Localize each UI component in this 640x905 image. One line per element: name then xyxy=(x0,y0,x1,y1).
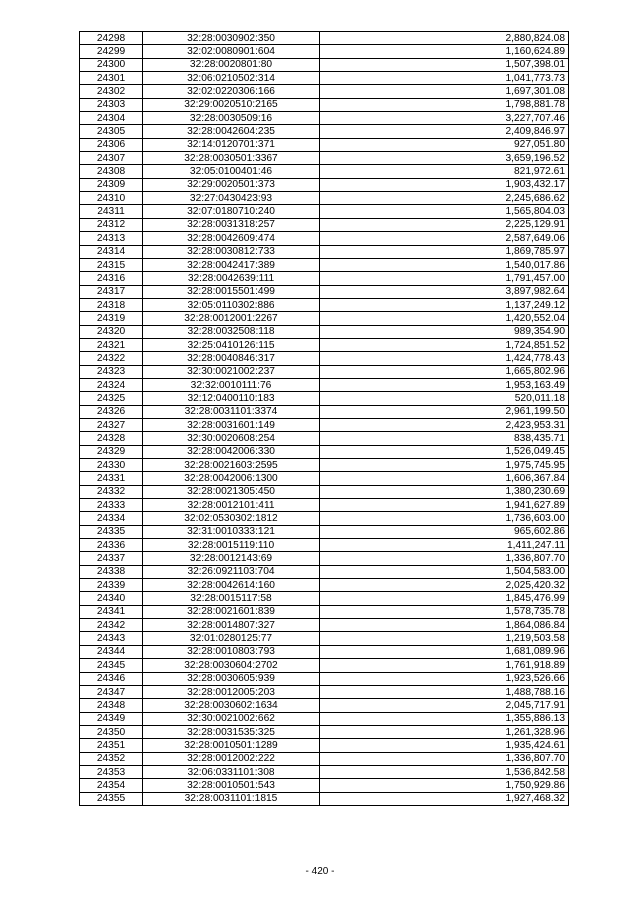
amount-cell: 2,409,846.97 xyxy=(320,125,569,138)
page-number: - 420 - xyxy=(305,866,335,877)
amount-cell: 520,011.18 xyxy=(320,392,569,405)
cadastral-number-cell: 32:02:0220306:166 xyxy=(143,85,320,98)
row-number-cell: 24354 xyxy=(80,779,143,792)
cadastral-number-cell: 32:28:0031101:1815 xyxy=(143,792,320,805)
table-row xyxy=(80,245,569,258)
table-row xyxy=(80,565,569,578)
table-row xyxy=(80,485,569,498)
cadastral-number-cell: 32:28:0021305:450 xyxy=(143,485,320,498)
table-row xyxy=(80,779,569,792)
table-row xyxy=(80,712,569,725)
amount-cell: 1,420,552.04 xyxy=(320,312,569,325)
row-number-cell: 24300 xyxy=(80,58,143,71)
cadastral-number-cell: 32:31:0010333:121 xyxy=(143,525,320,538)
cadastral-number-cell: 32:27:0430423:93 xyxy=(143,192,320,205)
amount-cell: 1,536,842.58 xyxy=(320,765,569,778)
cadastral-number-cell: 32:28:0012005:203 xyxy=(143,685,320,698)
amount-cell: 1,507,398.01 xyxy=(320,58,569,71)
table-row xyxy=(80,499,569,512)
amount-cell: 1,903,432.17 xyxy=(320,178,569,191)
table-row xyxy=(80,378,569,391)
table-row xyxy=(80,312,569,325)
row-number-cell: 24304 xyxy=(80,112,143,125)
table-row xyxy=(80,579,569,592)
cadastral-number-cell: 32:06:0331101:308 xyxy=(143,765,320,778)
table-row xyxy=(80,218,569,231)
amount-cell: 1,504,583.00 xyxy=(320,565,569,578)
cadastral-number-cell: 32:28:0020801:80 xyxy=(143,58,320,71)
table-row xyxy=(80,112,569,125)
amount-cell: 1,923,526.66 xyxy=(320,672,569,685)
amount-cell: 1,697,301.08 xyxy=(320,85,569,98)
row-number-cell: 24306 xyxy=(80,138,143,151)
table-row xyxy=(80,32,569,45)
cadastral-number-cell: 32:29:0020510:2165 xyxy=(143,98,320,111)
cadastral-number-cell: 32:28:0015119:110 xyxy=(143,539,320,552)
row-number-cell: 24322 xyxy=(80,352,143,365)
amount-cell: 965,602.86 xyxy=(320,525,569,538)
cadastral-number-cell: 32:02:0530302:1812 xyxy=(143,512,320,525)
table-row xyxy=(80,459,569,472)
table-row xyxy=(80,725,569,738)
row-number-cell: 24350 xyxy=(80,725,143,738)
amount-cell: 1,261,328.96 xyxy=(320,725,569,738)
cadastral-number-cell: 32:25:0410126:115 xyxy=(143,338,320,351)
row-number-cell: 24347 xyxy=(80,685,143,698)
cadastral-number-cell: 32:28:0012002:222 xyxy=(143,752,320,765)
cadastral-number-cell: 32:28:0030509:16 xyxy=(143,112,320,125)
amount-cell: 1,724,851.52 xyxy=(320,338,569,351)
data-table xyxy=(79,31,569,806)
amount-cell: 1,565,804.03 xyxy=(320,205,569,218)
table-row xyxy=(80,338,569,351)
cadastral-number-cell: 32:05:0110302:886 xyxy=(143,298,320,311)
cadastral-number-cell: 32:30:0020608:254 xyxy=(143,432,320,445)
cadastral-number-cell: 32:28:0012001:2267 xyxy=(143,312,320,325)
row-number-cell: 24325 xyxy=(80,392,143,405)
row-number-cell: 24334 xyxy=(80,512,143,525)
row-number-cell: 24342 xyxy=(80,619,143,632)
row-number-cell: 24307 xyxy=(80,152,143,165)
amount-cell: 1,864,086.84 xyxy=(320,619,569,632)
cadastral-number-cell: 32:28:0031101:3374 xyxy=(143,405,320,418)
cadastral-number-cell: 32:30:0021002:662 xyxy=(143,712,320,725)
amount-cell: 989,354.90 xyxy=(320,325,569,338)
cadastral-number-cell: 32:29:0020501:373 xyxy=(143,178,320,191)
row-number-cell: 24301 xyxy=(80,72,143,85)
row-number-cell: 24348 xyxy=(80,699,143,712)
row-number-cell: 24352 xyxy=(80,752,143,765)
row-number-cell: 24303 xyxy=(80,98,143,111)
cadastral-number-cell: 32:28:0010803:793 xyxy=(143,645,320,658)
row-number-cell: 24302 xyxy=(80,85,143,98)
amount-cell: 821,972.61 xyxy=(320,165,569,178)
amount-cell: 2,961,199.50 xyxy=(320,405,569,418)
amount-cell: 1,488,788.16 xyxy=(320,685,569,698)
cadastral-number-cell: 32:28:0030501:3367 xyxy=(143,152,320,165)
cadastral-number-cell: 32:28:0014807:327 xyxy=(143,619,320,632)
row-number-cell: 24324 xyxy=(80,378,143,391)
amount-cell: 2,423,953.31 xyxy=(320,418,569,431)
row-number-cell: 24353 xyxy=(80,765,143,778)
row-number-cell: 24336 xyxy=(80,539,143,552)
table-row xyxy=(80,592,569,605)
row-number-cell: 24335 xyxy=(80,525,143,538)
table-row xyxy=(80,539,569,552)
row-number-cell: 24316 xyxy=(80,272,143,285)
amount-cell: 1,798,881.78 xyxy=(320,98,569,111)
amount-cell: 1,791,457.00 xyxy=(320,272,569,285)
amount-cell: 1,935,424.61 xyxy=(320,739,569,752)
amount-cell: 1,975,745.95 xyxy=(320,459,569,472)
amount-cell: 1,681,089.96 xyxy=(320,645,569,658)
row-number-cell: 24332 xyxy=(80,485,143,498)
amount-cell: 1,526,049.45 xyxy=(320,445,569,458)
amount-cell: 1,160,624.89 xyxy=(320,45,569,58)
cadastral-number-cell: 32:30:0021002:237 xyxy=(143,365,320,378)
cadastral-number-cell: 32:26:0921103:704 xyxy=(143,565,320,578)
amount-cell: 1,750,929.86 xyxy=(320,779,569,792)
cadastral-number-cell: 32:28:0030812:733 xyxy=(143,245,320,258)
amount-cell: 1,578,735.78 xyxy=(320,605,569,618)
cadastral-number-cell: 32:28:0032508:118 xyxy=(143,325,320,338)
table-row xyxy=(80,739,569,752)
cadastral-number-cell: 32:28:0042639:111 xyxy=(143,272,320,285)
amount-cell: 1,336,807.70 xyxy=(320,552,569,565)
cadastral-number-cell: 32:28:0015117:58 xyxy=(143,592,320,605)
amount-cell: 3,227,707.46 xyxy=(320,112,569,125)
cadastral-number-cell: 32:28:0042609:474 xyxy=(143,232,320,245)
amount-cell: 927,051.80 xyxy=(320,138,569,151)
row-number-cell: 24338 xyxy=(80,565,143,578)
row-number-cell: 24326 xyxy=(80,405,143,418)
table-row xyxy=(80,152,569,165)
cadastral-number-cell: 32:28:0012101:411 xyxy=(143,499,320,512)
row-number-cell: 24343 xyxy=(80,632,143,645)
row-number-cell: 24299 xyxy=(80,45,143,58)
row-number-cell: 24311 xyxy=(80,205,143,218)
cadastral-number-cell: 32:28:0015501:499 xyxy=(143,285,320,298)
table-row xyxy=(80,232,569,245)
table-row xyxy=(80,632,569,645)
amount-cell: 3,659,196.52 xyxy=(320,152,569,165)
cadastral-number-cell: 32:28:0042604:235 xyxy=(143,125,320,138)
table-row xyxy=(80,525,569,538)
amount-cell: 1,665,802.96 xyxy=(320,365,569,378)
amount-cell: 1,137,249.12 xyxy=(320,298,569,311)
cadastral-number-cell: 32:28:0021603:2595 xyxy=(143,459,320,472)
amount-cell: 1,953,163.49 xyxy=(320,378,569,391)
row-number-cell: 24327 xyxy=(80,418,143,431)
table-row xyxy=(80,352,569,365)
cadastral-number-cell: 32:28:0042417:389 xyxy=(143,258,320,271)
cadastral-number-cell: 32:14:0120701:371 xyxy=(143,138,320,151)
table-row xyxy=(80,605,569,618)
cadastral-number-cell: 32:28:0042614:160 xyxy=(143,579,320,592)
cadastral-number-cell: 32:28:0031535:325 xyxy=(143,725,320,738)
amount-cell: 1,219,503.58 xyxy=(320,632,569,645)
row-number-cell: 24351 xyxy=(80,739,143,752)
table-row xyxy=(80,405,569,418)
amount-cell: 1,355,886.13 xyxy=(320,712,569,725)
cadastral-number-cell: 32:28:0042006:330 xyxy=(143,445,320,458)
row-number-cell: 24312 xyxy=(80,218,143,231)
table-row xyxy=(80,792,569,805)
amount-cell: 1,424,778.43 xyxy=(320,352,569,365)
row-number-cell: 24349 xyxy=(80,712,143,725)
amount-cell: 1,041,773.73 xyxy=(320,72,569,85)
table-row xyxy=(80,98,569,111)
row-number-cell: 24323 xyxy=(80,365,143,378)
amount-cell: 1,606,367.84 xyxy=(320,472,569,485)
row-number-cell: 24344 xyxy=(80,645,143,658)
amount-cell: 1,736,603.00 xyxy=(320,512,569,525)
row-number-cell: 24318 xyxy=(80,298,143,311)
table-row xyxy=(80,258,569,271)
amount-cell: 1,411,247.11 xyxy=(320,539,569,552)
table-row xyxy=(80,432,569,445)
amount-cell: 1,845,476.99 xyxy=(320,592,569,605)
amount-cell: 2,025,420.32 xyxy=(320,579,569,592)
table-row xyxy=(80,138,569,151)
table-row xyxy=(80,672,569,685)
row-number-cell: 24313 xyxy=(80,232,143,245)
row-number-cell: 24341 xyxy=(80,605,143,618)
row-number-cell: 24331 xyxy=(80,472,143,485)
table-row xyxy=(80,512,569,525)
amount-cell: 1,540,017.86 xyxy=(320,258,569,271)
table-row xyxy=(80,125,569,138)
amount-cell: 1,869,785.97 xyxy=(320,245,569,258)
table-row xyxy=(80,619,569,632)
table-row xyxy=(80,192,569,205)
amount-cell: 2,045,717.91 xyxy=(320,699,569,712)
table-row xyxy=(80,365,569,378)
cadastral-number-cell: 32:28:0030605:939 xyxy=(143,672,320,685)
amount-cell: 1,941,627.89 xyxy=(320,499,569,512)
cadastral-number-cell: 32:28:0042006:1300 xyxy=(143,472,320,485)
table-row xyxy=(80,445,569,458)
cadastral-number-cell: 32:28:0021601:839 xyxy=(143,605,320,618)
amount-cell: 1,380,230.69 xyxy=(320,485,569,498)
table-row xyxy=(80,392,569,405)
cadastral-number-cell: 32:07:0180710:240 xyxy=(143,205,320,218)
table-row xyxy=(80,552,569,565)
row-number-cell: 24298 xyxy=(80,32,143,45)
amount-cell: 3,897,982.64 xyxy=(320,285,569,298)
table-row xyxy=(80,178,569,191)
row-number-cell: 24329 xyxy=(80,445,143,458)
cadastral-number-cell: 32:28:0040846:317 xyxy=(143,352,320,365)
table-row xyxy=(80,765,569,778)
cadastral-number-cell: 32:28:0012143:69 xyxy=(143,552,320,565)
cadastral-number-cell: 32:02:0080901:604 xyxy=(143,45,320,58)
row-number-cell: 24315 xyxy=(80,258,143,271)
row-number-cell: 24333 xyxy=(80,499,143,512)
cadastral-number-cell: 32:32:0010111:76 xyxy=(143,378,320,391)
row-number-cell: 24337 xyxy=(80,552,143,565)
amount-cell: 2,245,686.62 xyxy=(320,192,569,205)
table-row xyxy=(80,472,569,485)
table-row xyxy=(80,205,569,218)
amount-cell: 838,435.71 xyxy=(320,432,569,445)
table-row xyxy=(80,165,569,178)
table-row xyxy=(80,659,569,672)
amount-cell: 2,880,824.08 xyxy=(320,32,569,45)
cadastral-number-cell: 32:12:0400110:183 xyxy=(143,392,320,405)
cadastral-number-cell: 32:01:0280125:77 xyxy=(143,632,320,645)
row-number-cell: 24355 xyxy=(80,792,143,805)
row-number-cell: 24330 xyxy=(80,459,143,472)
table-row xyxy=(80,272,569,285)
row-number-cell: 24305 xyxy=(80,125,143,138)
cadastral-number-cell: 32:28:0031601:149 xyxy=(143,418,320,431)
table-row xyxy=(80,699,569,712)
amount-cell: 2,587,649.06 xyxy=(320,232,569,245)
amount-cell: 2,225,129.91 xyxy=(320,218,569,231)
table-row xyxy=(80,72,569,85)
table-row xyxy=(80,418,569,431)
row-number-cell: 24320 xyxy=(80,325,143,338)
row-number-cell: 24310 xyxy=(80,192,143,205)
table-row xyxy=(80,298,569,311)
table-row xyxy=(80,685,569,698)
cadastral-number-cell: 32:28:0030604:2702 xyxy=(143,659,320,672)
row-number-cell: 24345 xyxy=(80,659,143,672)
table-row xyxy=(80,752,569,765)
cadastral-number-cell: 32:28:0030902:350 xyxy=(143,32,320,45)
cadastral-number-cell: 32:05:0100401:46 xyxy=(143,165,320,178)
table-row xyxy=(80,285,569,298)
cadastral-number-cell: 32:28:0031318:257 xyxy=(143,218,320,231)
table-row xyxy=(80,325,569,338)
table-row xyxy=(80,45,569,58)
table-row xyxy=(80,645,569,658)
cadastral-number-cell: 32:28:0030602:1634 xyxy=(143,699,320,712)
row-number-cell: 24346 xyxy=(80,672,143,685)
row-number-cell: 24340 xyxy=(80,592,143,605)
amount-cell: 1,927,468.32 xyxy=(320,792,569,805)
row-number-cell: 24308 xyxy=(80,165,143,178)
row-number-cell: 24314 xyxy=(80,245,143,258)
row-number-cell: 24328 xyxy=(80,432,143,445)
row-number-cell: 24321 xyxy=(80,338,143,351)
table-body xyxy=(80,32,569,806)
amount-cell: 1,761,918.89 xyxy=(320,659,569,672)
table-row xyxy=(80,85,569,98)
row-number-cell: 24339 xyxy=(80,579,143,592)
cadastral-number-cell: 32:06:0210502:314 xyxy=(143,72,320,85)
amount-cell: 1,336,807.70 xyxy=(320,752,569,765)
cadastral-number-cell: 32:28:0010501:1289 xyxy=(143,739,320,752)
row-number-cell: 24309 xyxy=(80,178,143,191)
table-row xyxy=(80,58,569,71)
row-number-cell: 24317 xyxy=(80,285,143,298)
row-number-cell: 24319 xyxy=(80,312,143,325)
cadastral-number-cell: 32:28:0010501:543 xyxy=(143,779,320,792)
